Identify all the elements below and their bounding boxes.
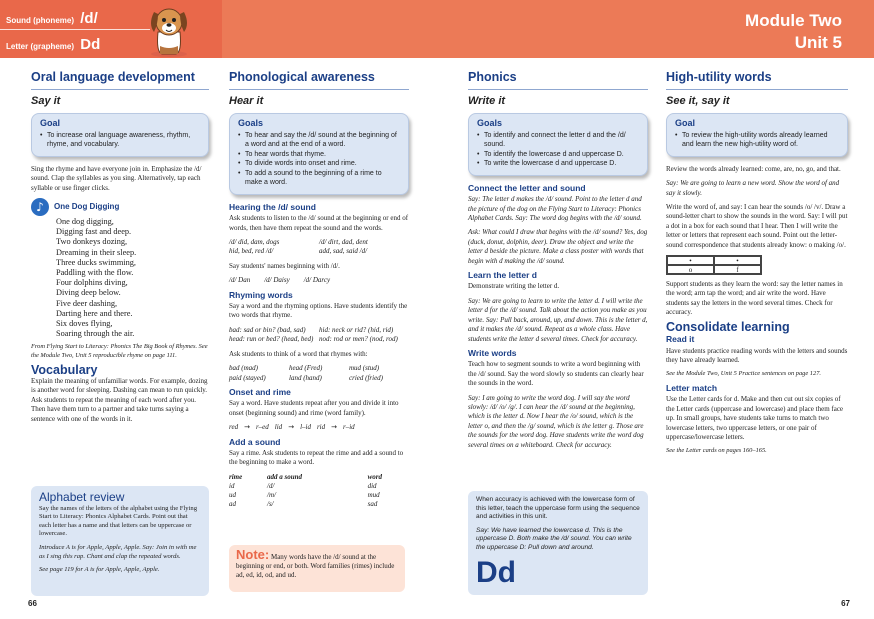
add-sound-text: Say a rime. Ask students to repeat the rime and add a sound to the beginning to make a word.	[229, 448, 404, 467]
poem-line: One dog digging,	[56, 217, 114, 227]
section-title: Oral language development	[31, 70, 195, 84]
onset-word: rid	[316, 423, 326, 432]
sound-label: Sound (phoneme)	[6, 16, 74, 25]
name-pair: /d/ Dan	[229, 276, 251, 285]
think-pair: land (hand)	[289, 373, 322, 382]
goal-title: Goals	[238, 118, 264, 129]
read-it-ref: See the Module Two, Unit 5 Practice sentences on page 127.	[666, 370, 821, 378]
table-cell: /d/	[267, 481, 275, 490]
table-cell: mud	[367, 490, 380, 499]
goal-box	[468, 113, 648, 175]
module-unit-title	[745, 10, 842, 54]
hearing-pair: /d/ did, dam, dogs	[229, 238, 280, 247]
section-rule	[468, 89, 648, 90]
poem-line: Three ducks swimming,	[56, 257, 136, 267]
hearing-pair: hid, bed, red /d/	[229, 247, 274, 256]
goal-item: • To add a sound to the beginning of a rime to make a word.	[238, 169, 400, 188]
vocabulary-text: Explain the meaning of unfamiliar words. For example, dozing is another word for sleeping. Dashing can mean to run quickly. Ask students to repeat the meaning of each word after you. Then have them turn to a partner and take turns saying a sentence with one of the words in it.	[31, 377, 208, 423]
poem-line: Darting here and there.	[56, 308, 133, 318]
poem	[31, 217, 209, 339]
alphabet-review-title: Alphabet review	[39, 490, 125, 504]
goal-list	[477, 131, 639, 169]
goal-item: • To identify the lowercase d and uppercase D.	[477, 150, 639, 160]
read-it-text: Have students practice reading words with the letters and sounds they have already learned.	[666, 346, 848, 364]
table-header: add a sound	[267, 472, 303, 481]
sound-row	[6, 10, 98, 27]
rhyming-pair: bad: sad or bin? (bad, sad)	[229, 325, 306, 334]
think-pairs	[229, 364, 409, 383]
learn-text: Demonstrate writing the letter d.	[468, 282, 560, 291]
header-divider	[0, 29, 150, 30]
think-pair: cried (fried)	[349, 373, 384, 382]
letter-box: f	[714, 265, 761, 274]
poem-line: Dreaming in their sleep.	[56, 247, 137, 257]
onset-title: Onset and rime	[229, 386, 291, 397]
onset-split: r–ed	[255, 423, 269, 432]
page-number-right: 67	[841, 599, 850, 608]
consolidate-title: Consolidate learning	[666, 319, 790, 334]
goal-item: • To review the high-utility words already learned and learn the new high-utility word of.	[675, 131, 839, 150]
alphabet-review-text: Say the names of the letters of the alphabet using the Flying Start to Literacy: Phonics Alphabet Cards. Point out that each letter has a name and that letters can be uppercase or lowercase.	[39, 504, 198, 538]
table-header-row	[229, 473, 409, 482]
rhyme-title: One Dog Digging	[54, 202, 120, 212]
goal-list	[238, 131, 400, 188]
goal-list	[40, 131, 200, 150]
letter-value: Dd	[80, 36, 101, 53]
section-subtitle: Hear it	[229, 95, 264, 107]
onset-word: red	[229, 423, 239, 432]
connect-text: Say: The letter d makes the /d/ sound. Point to the letter d and the picture of the dog on the Flying Start to Literacy: Phonics Alphabet Cards. Say: The word dog begins with the /d/ sound.	[468, 195, 642, 223]
table-cell: id	[229, 481, 235, 490]
intro-text: Sing the rhyme and have everyone join in. Emphasize the /d/ sound. Clap the syllables as you sing. Alternatively, tap each syllable or use finger clicks.	[31, 164, 202, 192]
table-cell: ad	[229, 499, 236, 508]
rhyming-text: Say a word and the rhyming options. Have students identify the two words that rhyme.	[229, 302, 408, 320]
hearing-title: Hearing the /d/ sound	[229, 201, 316, 212]
goal-list	[675, 131, 839, 150]
section-title: Phonological awareness	[229, 70, 375, 84]
onset-split: r–id	[343, 423, 355, 432]
section-rule	[666, 89, 848, 90]
dog-illustration-icon	[140, 2, 198, 58]
uppercase-panel	[468, 491, 648, 595]
sound-letter-chart	[666, 255, 762, 275]
rhyming-title: Rhyming words	[229, 289, 293, 300]
goal-title: Goal	[40, 118, 61, 129]
poem-line: Digging fast and deep.	[56, 227, 132, 237]
note-panel	[229, 545, 405, 592]
think-pair: mud (stud)	[349, 364, 380, 373]
rhyme-source: From Flying Start to Literacy: Phonics The Big Book of Rhymes. See the Module Two, Unit 5 reproducible rhyme on page 111.	[31, 343, 208, 360]
connect-title: Connect the letter and sound	[468, 182, 586, 193]
names-pairs	[229, 276, 409, 285]
letter-match-text: Use the Letter cards for d. Make and then cut out six copies of the Letter cards (uppercase and lowercase) and place them face up. In small groups, have students take turns to match two lowercase letters, two uppercase letters, or one pair of uppercase/lowercase letters.	[666, 395, 844, 441]
section-rule	[31, 89, 209, 90]
table-row	[229, 482, 409, 491]
table-row	[229, 491, 409, 500]
arrow-icon: →	[244, 423, 250, 432]
table-header: word	[367, 472, 382, 481]
sound-box: •	[714, 256, 761, 265]
poem-line: Paddling with the flow.	[56, 268, 134, 278]
goal-title: Goal	[675, 118, 696, 129]
add-sound-table	[229, 473, 409, 509]
goal-item: • To hear and say the /d/ sound at the beginning of a word and at the end of a word.	[238, 131, 400, 150]
hearing-pair: /d/ dirt, dad, dent	[319, 238, 368, 247]
hearing-pair: add, sad, said /d/	[319, 247, 368, 256]
letter-label: Letter (grapheme)	[6, 42, 75, 51]
section-subtitle: See it, say it	[666, 95, 730, 107]
onset-split: l–id	[300, 423, 311, 432]
section-title: High-utility words	[666, 70, 772, 84]
rhyming-pair: nod: rod or men? (nod, rod)	[319, 335, 398, 344]
uppercase-letter-display: Dd	[476, 555, 516, 589]
add-sound-title: Add a sound	[229, 436, 281, 447]
poem-line: Two donkeys dozing,	[56, 237, 128, 247]
alphabet-review-text2: Introduce A is for Apple, Apple, Apple. Say: Join in with me as I sing this rap. Chant and clap the repeated words.	[39, 543, 197, 560]
table-cell: sad	[367, 499, 378, 508]
table-cell: ud	[229, 490, 236, 499]
letter-match-title: Letter match	[666, 382, 718, 393]
page-number-left: 66	[28, 599, 37, 608]
learn-title: Learn the letter d	[468, 270, 537, 281]
letter-box: o	[667, 265, 714, 274]
goal-item: • To divide words into onset and rime.	[238, 159, 400, 169]
new-word-text: Say: We are going to learn a new word. Show the word of and say it slowly.	[666, 179, 840, 197]
oral-language-column	[31, 70, 209, 429]
think-pair: paid (stayed)	[229, 373, 266, 382]
names-text: Say students' names beginning with /d/.	[229, 261, 340, 270]
rhyming-pair: hid: neck or rid? (hid, rid)	[319, 325, 394, 334]
arrow-icon: →	[288, 423, 295, 432]
read-it-title: Read it	[666, 334, 695, 345]
section-rule	[229, 89, 409, 90]
write-words-text2: Say: I am going to write the word dog. I will say the word slowly: /d/ /o/ /g/. I can hear the /d/ sound at the beginning, which is the letter d. Now I hear the /o/ sound, which is the letter o, and then the /g/ sound, which is the letter g. Those are the sounds for the word dog. Have students write the word dog several times on a whiteboard. Check for accuracy.	[468, 393, 644, 449]
module-title: Module Two	[745, 11, 842, 30]
think-pair: bad (mad)	[229, 364, 258, 373]
table-cell: /m/	[267, 490, 276, 499]
table-row	[229, 500, 409, 509]
note-title: Note:	[236, 547, 270, 562]
name-pair: /d/ Daisy	[264, 276, 290, 285]
letter-row	[6, 36, 100, 53]
support-text: Support students as they learn the word: say the letter names in the word; arm tap the word; and air write the word. Have students say the letters in the word several times. Check for accuracy.	[666, 280, 843, 317]
hearing-text: Ask students to listen to the /d/ sound at the beginning or end of words, then have them repeat the sound and the words.	[229, 214, 409, 232]
goal-item: • To hear words that rhyme.	[238, 150, 400, 160]
onset-word: lid	[274, 423, 283, 432]
high-utility-words-column	[666, 70, 848, 461]
poem-line: Five deer dashing,	[56, 298, 118, 308]
letter-match-ref: See the Letter cards on pages 160–165.	[666, 447, 767, 455]
think-text: Ask students to think of a word that rhymes with:	[229, 349, 368, 358]
name-pair: /d/ Darcy	[303, 276, 331, 285]
table-cell: did	[367, 481, 377, 490]
goal-box	[229, 113, 409, 194]
phonological-awareness-column	[229, 70, 409, 509]
goal-item: • To increase oral language awareness, rhythm, rhyme, and vocabulary.	[40, 131, 200, 150]
music-note-icon: ♪	[31, 198, 49, 216]
section-title: Phonics	[468, 70, 517, 84]
alphabet-review-panel	[31, 486, 209, 596]
onset-text: Say a word. Have students repeat after you and divide it into onset (beginning sound) and rime (word family).	[229, 399, 399, 417]
rhyming-pairs	[229, 326, 409, 345]
phonics-column	[468, 70, 648, 455]
poem-line: Six doves flying,	[56, 319, 113, 329]
section-subtitle: Write it	[468, 95, 506, 107]
think-pair: head (Fred)	[289, 364, 323, 373]
header-band	[0, 0, 874, 58]
arrow-icon: →	[331, 423, 337, 432]
poem-line: Diving deep below.	[56, 288, 121, 298]
poem-line: Four dolphins diving,	[56, 278, 128, 288]
uppercase-text2: Say: We have learned the lowercase d. This is the uppercase D. Both make the /d/ sound. You can write the uppercase D: Pull down and around.	[476, 526, 632, 551]
learn-text2: Say: We are going to learn to write the letter d. I will write the letter d for the /d/ sound. Talk about the action you make as you write. Say: Pull back, around, up, and down. This is the letter d, and it makes the /d/ sound. Repeat as a whole class. Have students write the letter d several times. Check for accuracy.	[468, 296, 648, 343]
rhyming-pair: head: run or bed? (head, bed)	[229, 335, 314, 344]
connect-text2: Ask: What could I draw that begins with the /d/ sound? Yes, dog (duck, donut, dolphin, deer). Draw the object and write the letter d beside the picture. Make a class poster with words that begin with d making the /d/ sound.	[468, 228, 648, 265]
note-text: Many words have the /d/ sound at the beginning or end, or both. Word families (rimes) include ad, ed, id, od, and ud.	[236, 553, 395, 579]
goal-box	[666, 113, 848, 156]
goal-item: • To identify and connect the letter d and the /d/ sound.	[477, 131, 639, 150]
table-cell: /s/	[267, 499, 274, 508]
sound-chart-text: Write the word of, and say: I can hear the sounds /o/ /v/. Draw a sound-letter chart to show the sounds in the word. Say: I will put a dot in a box for each sound that I hear. Then I will write the letter or letters that represent each sound. Point out the letter-sound correspondence that students already know: o making /o/.	[666, 203, 848, 249]
unit-title: Unit 5	[794, 33, 842, 52]
sound-box: •	[667, 256, 714, 265]
review-text: Review the words already learned: come, are, no, go, and that.	[666, 164, 841, 173]
goal-box	[31, 113, 209, 156]
onset-examples	[229, 423, 409, 432]
write-words-text: Teach how to segment sounds to write a word beginning with the /d/ sound. Say the word slowly so students can clearly hear the sounds in the word.	[468, 360, 644, 388]
table-header: rime	[229, 472, 243, 481]
section-subtitle: Say it	[31, 95, 61, 107]
rhyme-header	[31, 198, 209, 216]
uppercase-text: When accuracy is achieved with the lowercase form of this letter, teach the uppercase form using the sequence and activities in this unit.	[476, 496, 640, 521]
vocabulary-title: Vocabulary	[31, 362, 98, 377]
sound-value: /d/	[80, 10, 98, 27]
hearing-pairs	[229, 238, 409, 257]
goal-item: • To write the lowercase d and uppercase D.	[477, 159, 639, 169]
poem-line: Soaring through the air.	[56, 329, 135, 339]
alphabet-review-ref: See page 119 for A is for Apple, Apple, Apple.	[39, 566, 160, 574]
goal-title: Goals	[477, 118, 503, 129]
write-words-title: Write words	[468, 347, 517, 358]
